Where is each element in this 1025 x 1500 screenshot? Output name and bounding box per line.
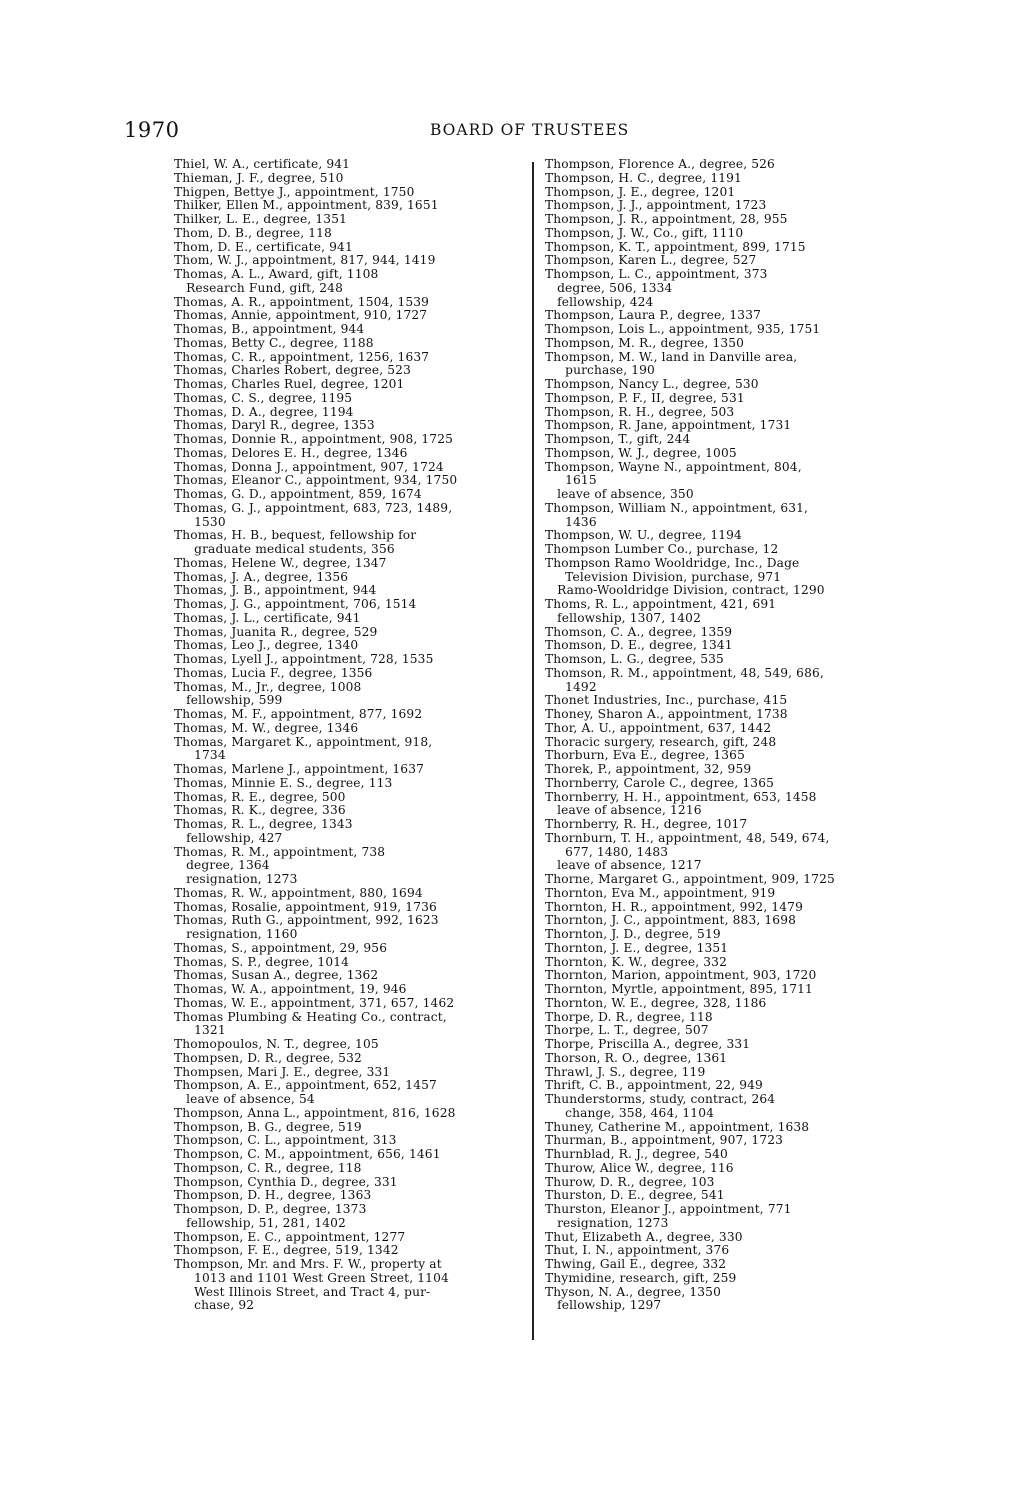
- index-entry: Thom, D. E., certificate, 941: [174, 240, 353, 254]
- index-entry: Thompson, T., gift, 244: [545, 433, 691, 446]
- index-entry: Thompsen, D. R., degree, 532: [174, 1051, 362, 1065]
- index-entry: Thornton, W. E., degree, 328, 1186: [545, 996, 767, 1010]
- index-entry: Thurston, D. E., degree, 541: [545, 1189, 725, 1203]
- index-entry: Thomas, J. G., appointment, 706, 1514: [174, 598, 417, 611]
- index-entry: 1492: [545, 680, 597, 694]
- index-entry: Thomas, R. K., degree, 336: [174, 804, 346, 818]
- index-entry: Thurnblad, R. J., degree, 540: [545, 1148, 728, 1161]
- index-entry: Thomas, H. B., bequest, fellowship for: [174, 529, 417, 543]
- index-entry: fellowship, 599: [174, 694, 283, 708]
- index-entry: Thomas, B., appointment, 944: [174, 323, 365, 336]
- index-entry: Thuney, Catherine M., appointment, 1638: [545, 1120, 810, 1134]
- index-entry: Thompson, A. E., appointment, 652, 1457: [174, 1079, 437, 1093]
- index-entry: leave of absence, 54: [174, 1093, 315, 1106]
- index-entry: Thompson, Mr. and Mrs. F. W., property at: [174, 1258, 442, 1271]
- index-entry: 1530: [174, 515, 226, 529]
- index-entry: Thomas, R. M., appointment, 738: [174, 845, 386, 859]
- index-entry: Research Fund, gift, 248: [174, 281, 343, 295]
- index-entry: Thomas, J. A., degree, 1356: [174, 570, 349, 584]
- index-entry: Thornberry, R. H., degree, 1017: [545, 818, 748, 831]
- index-entry: Thomas Plumbing & Heating Co., contract,: [174, 1010, 447, 1024]
- index-entry: Thomas, Helene W., degree, 1347: [174, 556, 387, 570]
- index-entry: Thompson, K. T., appointment, 899, 1715: [545, 240, 806, 254]
- index-entry: Thornton, Myrtle, appointment, 895, 1711: [545, 983, 813, 996]
- index-entry: Thomas, A. R., appointment, 1504, 1539: [174, 295, 430, 309]
- index-entry: Thomas, Rosalie, appointment, 919, 1736: [174, 900, 437, 914]
- index-entry: Thornton, Eva M., appointment, 919: [545, 886, 776, 900]
- index-entry: Thorpe, D. R., degree, 118: [545, 1010, 713, 1024]
- index-entry: Thompson, M. R., degree, 1350: [545, 336, 745, 350]
- index-entry: Thompson, R. H., degree, 503: [545, 405, 735, 419]
- index-entry: fellowship, 1307, 1402: [545, 611, 701, 625]
- index-entry: resignation, 1273: [545, 1216, 669, 1230]
- index-entry: Thompson, Wayne N., appointment, 804,: [545, 460, 802, 474]
- index-entry: Thomas, Margaret K., appointment, 918,: [174, 735, 433, 749]
- index-entry: Thomas, Delores E. H., degree, 1346: [174, 446, 408, 460]
- index-entry: Thornton, J. C., appointment, 883, 1698: [545, 914, 797, 928]
- index-entry: fellowship, 1297: [545, 1299, 662, 1313]
- index-entry: Thomson, R. M., appointment, 48, 549, 686,: [545, 666, 824, 680]
- index-entry: West Illinois Street, and Tract 4, pur-: [174, 1285, 431, 1299]
- index-entry: Thompson, Anna L., appointment, 816, 1628: [174, 1106, 456, 1120]
- index-entry: Thrawl, J. S., degree, 119: [545, 1065, 706, 1079]
- index-entry: Thut, Elizabeth A., degree, 330: [545, 1230, 743, 1244]
- index-entry: Thieman, J. F., degree, 510: [174, 171, 344, 185]
- index-entry: change, 358, 464, 1104: [545, 1106, 715, 1120]
- index-entry: Thomas, Lucia F., degree, 1356: [174, 666, 373, 680]
- index-entry: Thompson, Karen L., degree, 527: [545, 254, 757, 268]
- index-entry: Thornton, Marion, appointment, 903, 1720: [545, 969, 817, 983]
- index-entry: Thurston, Eleanor J., appointment, 771: [545, 1203, 792, 1216]
- index-column-right: [545, 158, 900, 1313]
- index-entry: Thomas, Charles Ruel, degree, 1201: [174, 378, 405, 391]
- index-entry: Thiel, W. A., certificate, 941: [174, 158, 351, 171]
- index-entry: Thor, A. U., appointment, 637, 1442: [545, 721, 772, 735]
- index-entry: Thompson, J. E., degree, 1201: [545, 185, 736, 199]
- index-entry: Thompson, D. P., degree, 1373: [174, 1203, 367, 1216]
- index-entry: Thompson, D. H., degree, 1363: [174, 1189, 372, 1203]
- index-entry: Thomas, S. P., degree, 1014: [174, 955, 350, 969]
- index-entry: Thomas, C. S., degree, 1195: [174, 391, 353, 405]
- index-entry: Thomas, G. J., appointment, 683, 723, 1489,: [174, 501, 453, 515]
- index-entry: Thompson Lumber Co., purchase, 12: [545, 543, 779, 556]
- index-entry: Thomas, R. W., appointment, 880, 1694: [174, 886, 423, 900]
- index-entry: Thomas, Donna J., appointment, 907, 1724: [174, 460, 444, 474]
- index-entry: Television Division, purchase, 971: [545, 570, 782, 584]
- index-entry: Thoney, Sharon A., appointment, 1738: [545, 708, 788, 721]
- index-entry: Thompson, Laura P., degree, 1337: [545, 309, 762, 323]
- index-entry: Thorpe, L. T., degree, 507: [545, 1024, 709, 1038]
- index-entry: Thorek, P., appointment, 32, 959: [545, 763, 752, 776]
- index-entry: Thomas, Lyell J., appointment, 728, 1535: [174, 653, 434, 666]
- index-entry: Thomas, G. D., appointment, 859, 1674: [174, 488, 422, 501]
- index-entry: Thyson, N. A., degree, 1350: [545, 1285, 721, 1299]
- index-entry: Thom, W. J., appointment, 817, 944, 1419: [174, 254, 436, 268]
- column-divider: [532, 162, 534, 1340]
- index-entry: Thornburn, T. H., appointment, 48, 549, 674,: [545, 831, 830, 845]
- index-entry: Thompson, William N., appointment, 631,: [545, 501, 809, 515]
- index-entry: leave of absence, 1217: [545, 859, 702, 873]
- index-entry: Thomas, M., Jr., degree, 1008: [174, 680, 362, 694]
- index-entry: Thornton, J. E., degree, 1351: [545, 941, 729, 955]
- index-entry: Thomas, M. F., appointment, 877, 1692: [174, 708, 423, 721]
- index-entry: Thompson, C. L., appointment, 313: [174, 1134, 397, 1148]
- index-entry: Thomson, C. A., degree, 1359: [545, 625, 733, 639]
- index-entry: 1321: [174, 1024, 226, 1038]
- index-entry: 1734: [174, 749, 226, 763]
- index-entry: Thorburn, Eva E., degree, 1365: [545, 749, 745, 763]
- index-entry: Thomas, Juanita R., degree, 529: [174, 625, 378, 639]
- index-entry: Thomopoulos, N. T., degree, 105: [174, 1038, 379, 1051]
- index-entry: Thorpe, Priscilla A., degree, 331: [545, 1038, 751, 1051]
- index-entry: Thomas, Susan A., degree, 1362: [174, 969, 379, 983]
- index-entry: Thom, D. B., degree, 118: [174, 226, 332, 240]
- index-entry: leave of absence, 350: [545, 488, 694, 501]
- index-entry: 1013 and 1101 West Green Street, 1104: [174, 1271, 449, 1285]
- index-entry: leave of absence, 1216: [545, 804, 702, 818]
- index-entry: Thomas, D. A., degree, 1194: [174, 405, 354, 419]
- index-entry: Thompson, M. W., land in Danville area,: [545, 350, 798, 364]
- index-entry: Thorson, R. O., degree, 1361: [545, 1051, 728, 1065]
- index-entry: Thompson, B. G., degree, 519: [174, 1120, 362, 1134]
- index-entry: Thompson, F. E., degree, 519, 1342: [174, 1244, 399, 1258]
- index-entry: Thurman, B., appointment, 907, 1723: [545, 1134, 784, 1148]
- index-entry: chase, 92: [174, 1299, 255, 1313]
- index-entry: degree, 1364: [174, 859, 270, 873]
- index-entry: resignation, 1273: [174, 873, 298, 886]
- index-entry: Thunderstorms, study, contract, 264: [545, 1093, 776, 1106]
- index-entry: Thomas, Daryl R., degree, 1353: [174, 419, 375, 433]
- index-entry: Thomas, S., appointment, 29, 956: [174, 941, 388, 955]
- index-entry: Thompson, Lois L., appointment, 935, 1751: [545, 323, 821, 336]
- index-entry: Thompson, C. R., degree, 118: [174, 1161, 362, 1175]
- index-entry: fellowship, 51, 281, 1402: [174, 1216, 346, 1230]
- index-entry: Thompsen, Mari J. E., degree, 331: [174, 1065, 391, 1079]
- index-entry: fellowship, 427: [174, 831, 283, 845]
- index-entry: Thomas, Donnie R., appointment, 908, 1725: [174, 433, 454, 446]
- index-entry: Thompson, C. M., appointment, 656, 1461: [174, 1148, 441, 1161]
- index-entry: Thompson, J. R., appointment, 28, 955: [545, 213, 788, 226]
- index-entry: Thompson, Florence A., degree, 526: [545, 158, 775, 171]
- index-entry: Thornton, K. W., degree, 332: [545, 955, 727, 969]
- index-entry: 677, 1480, 1483: [545, 845, 669, 859]
- index-entry: Thomas, Ruth G., appointment, 992, 1623: [174, 914, 439, 928]
- index-entry: Thompson, J. W., Co., gift, 1110: [545, 226, 744, 240]
- index-entry: Thilker, Ellen M., appointment, 839, 1651: [174, 199, 439, 213]
- index-entry: Thornberry, H. H., appointment, 653, 1458: [545, 790, 817, 804]
- index-entry: graduate medical students, 356: [174, 543, 395, 556]
- index-entry: Thonet Industries, Inc., purchase, 415: [545, 694, 788, 708]
- index-entry: 1615: [545, 474, 597, 488]
- index-entry: Thompson, E. C., appointment, 1277: [174, 1230, 406, 1244]
- index-entry: Thoracic surgery, research, gift, 248: [545, 735, 777, 749]
- running-head: BOARD OF TRUSTEES: [430, 121, 630, 139]
- index-entry: Thomas, J. B., appointment, 944: [174, 584, 377, 598]
- index-entry: Thomas, R. E., degree, 500: [174, 790, 346, 804]
- page-number: 1970: [124, 118, 180, 142]
- index-entry: Thigpen, Bettye J., appointment, 1750: [174, 185, 415, 199]
- index-entry: Ramo-Wooldridge Division, contract, 1290: [545, 584, 825, 598]
- index-entry: fellowship, 424: [545, 295, 654, 309]
- index-entry: Thomas, Charles Robert, degree, 523: [174, 364, 411, 378]
- index-entry: Thomas, W. A., appointment, 19, 946: [174, 983, 407, 996]
- index-entry: Thornberry, Carole C., degree, 1365: [545, 776, 775, 790]
- index-entry: Thymidine, research, gift, 259: [545, 1271, 737, 1285]
- index-entry: Thurow, D. R., degree, 103: [545, 1175, 715, 1189]
- index-entry: Thompson, H. C., degree, 1191: [545, 171, 742, 185]
- index-entry: Thompson, J. J., appointment, 1723: [545, 199, 767, 213]
- index-entry: Thompson, L. C., appointment, 373: [545, 268, 768, 281]
- index-entry: Thompson, Nancy L., degree, 530: [545, 378, 759, 391]
- index-column-left: [174, 158, 526, 1313]
- index-entry: Thompson, W. J., degree, 1005: [545, 446, 737, 460]
- index-entry: Thomas, Leo J., degree, 1340: [174, 639, 359, 653]
- index-entry: Thornton, H. R., appointment, 992, 1479: [545, 900, 803, 914]
- index-entry: Thwing, Gail E., degree, 332: [545, 1258, 727, 1271]
- index-entry: Thorne, Margaret G., appointment, 909, 1725: [545, 873, 835, 886]
- index-entry: Thomas, Betty C., degree, 1188: [174, 336, 374, 350]
- index-entry: Thompson, P. F., II, degree, 531: [545, 391, 745, 405]
- index-entry: Thomas, Annie, appointment, 910, 1727: [174, 309, 428, 323]
- index-entry: Thoms, R. L., appointment, 421, 691: [545, 598, 777, 611]
- index-entry: Thomas, M. W., degree, 1346: [174, 721, 359, 735]
- index-entry: Thomson, L. G., degree, 535: [545, 653, 724, 666]
- index-entry: resignation, 1160: [174, 928, 298, 941]
- index-entry: Thompson, W. U., degree, 1194: [545, 529, 742, 543]
- index-entry: Thomson, D. E., degree, 1341: [545, 639, 733, 653]
- index-entry: Thompson, R. Jane, appointment, 1731: [545, 419, 792, 433]
- index-entry: Thomas, Minnie E. S., degree, 113: [174, 776, 393, 790]
- index-entry: degree, 506, 1334: [545, 281, 673, 295]
- index-entry: purchase, 190: [545, 364, 655, 378]
- index-entry: Thomas, Marlene J., appointment, 1637: [174, 763, 425, 776]
- index-entry: Thomas, A. L., Award, gift, 1108: [174, 268, 379, 281]
- index-entry: Thomas, C. R., appointment, 1256, 1637: [174, 350, 430, 364]
- index-entry: Thornton, J. D., degree, 519: [545, 928, 721, 941]
- index-entry: Thrift, C. B., appointment, 22, 949: [545, 1079, 763, 1093]
- index-entry: Thomas, J. L., certificate, 941: [174, 611, 361, 625]
- index-entry: Thomas, Eleanor C., appointment, 934, 1750: [174, 474, 458, 488]
- index-entry: Thilker, L. E., degree, 1351: [174, 213, 347, 226]
- index-entry: Thurow, Alice W., degree, 116: [545, 1161, 734, 1175]
- index-entry: 1436: [545, 515, 597, 529]
- index-entry: Thomas, R. L., degree, 1343: [174, 818, 353, 831]
- index-entry: Thompson Ramo Wooldridge, Inc., Dage: [545, 556, 800, 570]
- index-entry: Thompson, Cynthia D., degree, 331: [174, 1175, 398, 1189]
- index-entry: Thomas, W. E., appointment, 371, 657, 1462: [174, 996, 455, 1010]
- index-entry: Thut, I. N., appointment, 376: [545, 1244, 730, 1258]
